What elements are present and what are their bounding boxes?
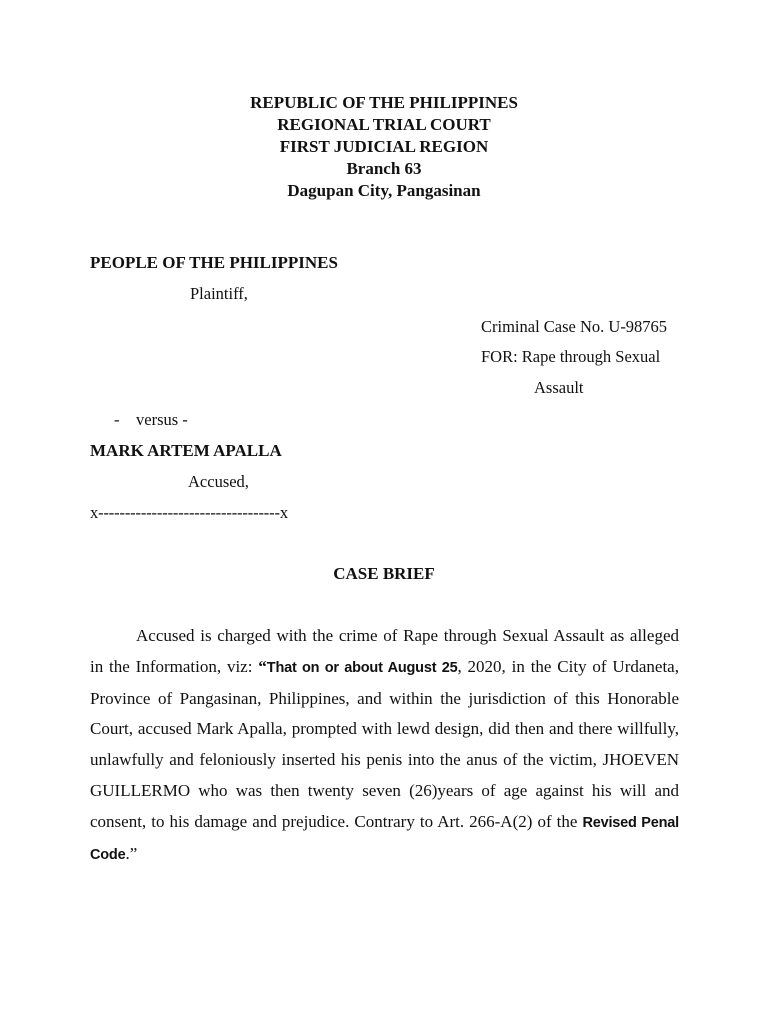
header-city: Dagupan City, Pangasinan: [287, 181, 481, 200]
header-branch: Branch 63: [346, 159, 422, 178]
caption-separator: x----------------------------------x: [90, 503, 288, 522]
plaintiff-name: PEOPLE OF THE PHILIPPINES: [90, 253, 338, 272]
case-number: Criminal Case No. U-98765: [481, 317, 668, 336]
body-paragraph: [90, 621, 679, 870]
document-title: CASE BRIEF: [333, 564, 435, 583]
quote-open: “: [258, 656, 267, 676]
quote-close: .”: [125, 843, 138, 863]
court-header: [0, 92, 768, 202]
plaintiff-role: Plaintiff,: [190, 284, 248, 303]
body-intro: Accused is charged with the crime of Rape through Sexual Assault as alleged in the Information, viz:: [90, 626, 679, 676]
versus-label: - versus -: [114, 410, 188, 429]
header-republic: REPUBLIC OF THE PHILIPPINES: [250, 93, 518, 112]
quote-bold-date: That on or about August 25: [266, 659, 458, 676]
case-for-line1: FOR: Rape through Sexual: [481, 347, 661, 366]
quote-body: , 2020, in the City of Urdaneta, Province of Pangasinan, Philippines, and within the jurisdiction of this Honorable Court, accused Mark Apalla, prompted with lewd design, did then and there willfully, unlawfully and feloniously inserted his penis into the anus of the victim, JHOEVEN GUILLERMO who was then twenty seven (26)years of age against his will and consent, to his damage and prejudice. Contrary to Art. 266-A(2) of the: [90, 656, 679, 831]
accused-role: Accused,: [188, 472, 249, 491]
case-for-line2: Assault: [534, 378, 584, 397]
header-court: REGIONAL TRIAL COURT: [277, 115, 491, 134]
accused-name: MARK ARTEM APALLA: [90, 441, 282, 460]
header-region: FIRST JUDICIAL REGION: [279, 137, 489, 156]
quote-bold-code: Revised Penal Code: [90, 814, 679, 863]
